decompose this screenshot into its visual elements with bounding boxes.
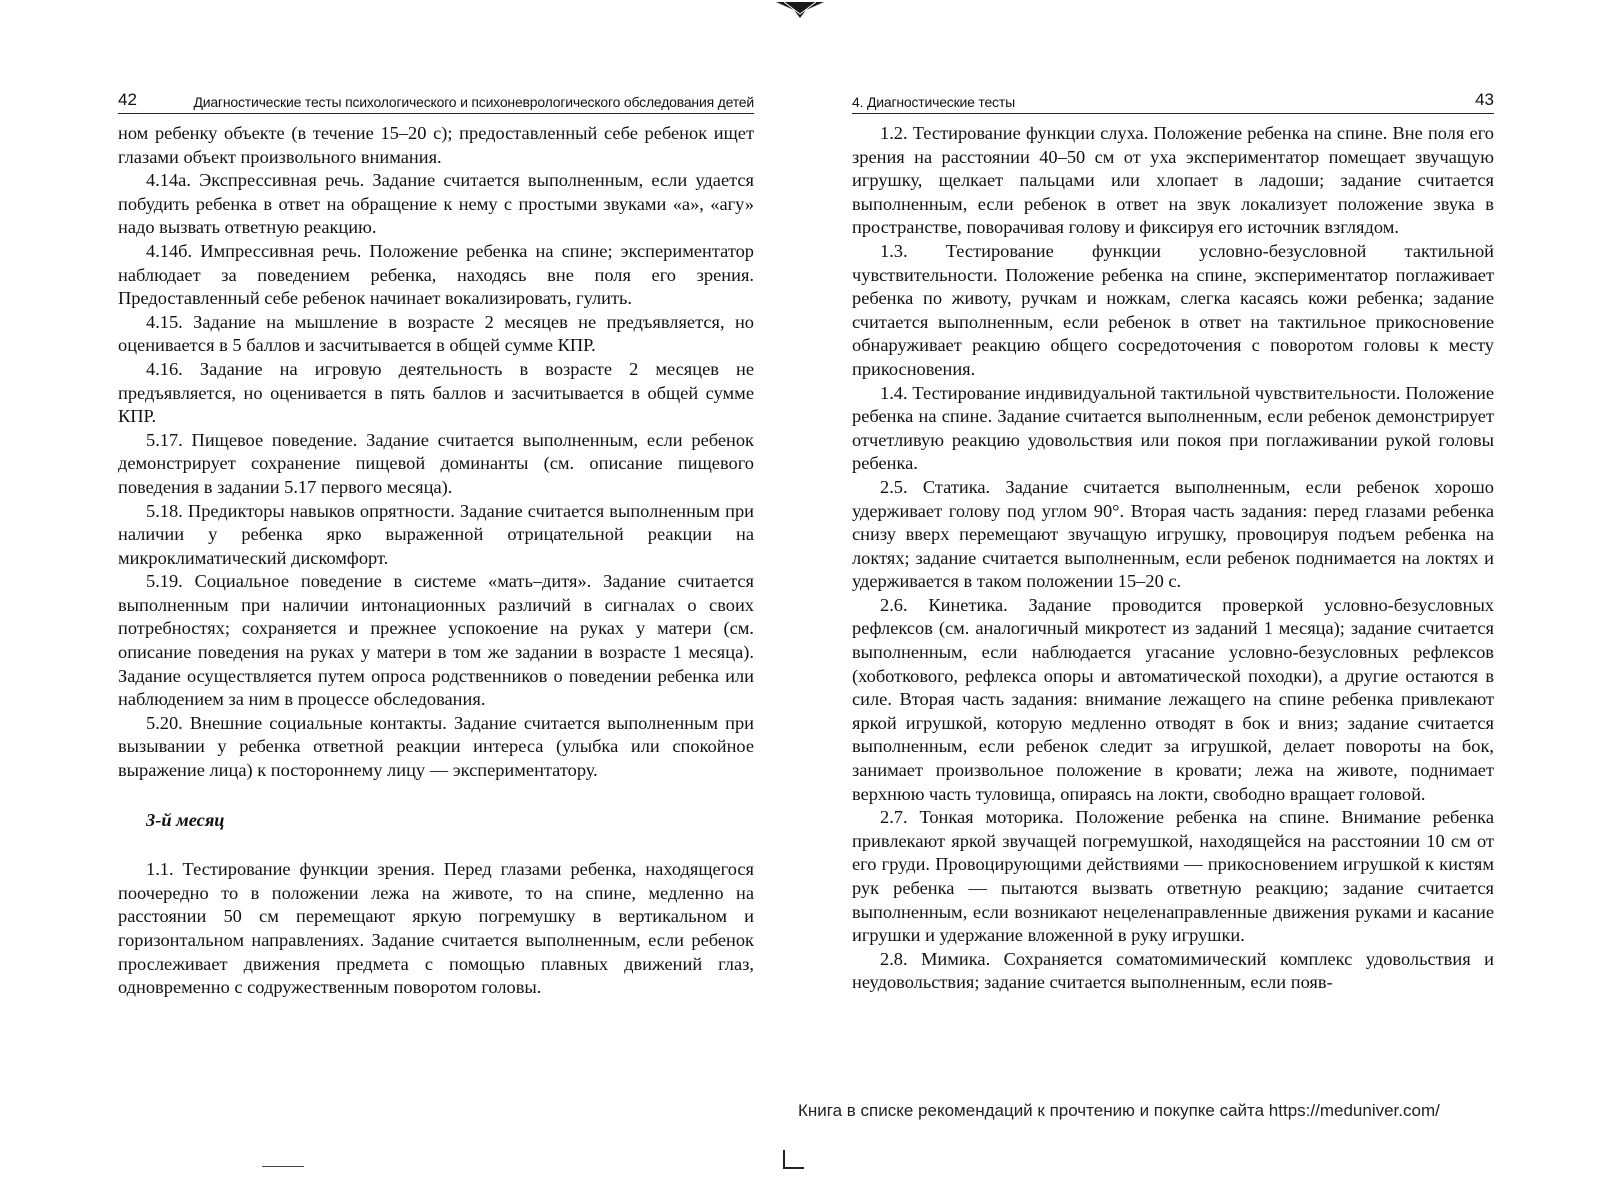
paragraph: 2.6. Кинетика. Задание проводится проверкой условно-безусловных рефлексов (см. аналогичный микротест из заданий 1 месяца); задание считается выполненным, если наблюдается угасание условно-безусловных рефлексов (хоботкового, рефлекса опоры и автоматической походки), а другие остаются в силе. Вторая часть задания: внимание лежащего на спине ребенка привлекают яркой игрушкой, которую медленно отводят в бок и вниз; задание считается выполненным, если ребенок следит за игрушкой, делает повороты на бок, занимает произвольное положение в кровати; лежа на животе, поднимает верхнюю часть туловища, опираясь на локти, свободно вращает головой.	[852, 594, 1494, 804]
right-running-title: 4. Диагностические тесты	[852, 94, 1015, 110]
paragraph: 5.19. Социальное поведение в системе «мать–дитя». Задание считается выполненным при наличии интонационных различий в сигналах о своих потребностях; сохраняется и прежнее успокоение на руках у матери (см. описание поведения на руках у матери в том же задании в возрасте 1 месяца). Задание осуществляется путем опроса родственников о поведении ребенка или наблюдением за ним в процессе обследования.	[118, 571, 754, 710]
website-note: Книга в списке рекомендаций к прочтению и покупке сайта https://meduniver.com/	[798, 1101, 1440, 1120]
right-page-body	[852, 122, 1494, 995]
paragraph: 4.14а. Экспрессивная речь. Задание считается выполненным, если удается побудить ребенка в ответ на обращение к нему с простыми звуками «а», «агу» надо вызвать ответную реакцию.	[118, 170, 754, 238]
paragraph: 1.1. Тестирование функции зрения. Перед глазами ребенка, находящегося поочередно то в положении лежа на животе, то на спине, медленно на расстоянии 50 см перемещают яркую погремушку в вертикальном и горизонтальном направлениях. Задание считается выполненным, если ребенок прослеживает движения предмета с помощью плавных движений глаз, одновременно с содружественным поворотом головы.	[118, 859, 754, 998]
paragraph: 2.8. Мимика. Сохраняется соматомимический комплекс удовольствия и неудовольствия; задание считается выполненным, если появ-	[852, 948, 1494, 993]
left-running-title: Диагностические тесты психологического и психоневрологического обследования детей	[193, 94, 754, 110]
paragraph: 4.16. Задание на игровую деятельность в возрасте 2 месяцев не предъявляется, но оценивается в пять баллов и засчитывается в общей сумме КПР.	[118, 358, 754, 427]
left-page-number: 42	[118, 90, 137, 109]
bottom-dash-divider	[262, 1166, 304, 1167]
paragraph: ном ребенку объекте (в течение 15–20 с); предоставленный себе ребенок ищет глазами объект произвольного внимания.	[118, 123, 754, 167]
paragraph: 1.3. Тестирование функции условно-безусловной тактильной чувствительности. Положение ребенка на спине, экспериментатор поглаживает ребенка по животу, ручкам и ножкам, слегка касаясь кожи ребенка; задание считается выполненным, если ребенок в ответ на тактильное прикосновение обнаруживает реакцию общего сосредоточения с поворотом головы к месту прикосновения.	[852, 240, 1494, 379]
paragraph: 5.20. Внешние социальные контакты. Задание считается выполненным при вызывании у ребенка ответной реакции интереса (улыбка или спокойное выражение лица) к постороннему лицу — экспериментатору.	[118, 712, 754, 781]
paragraph: 2.5. Статика. Задание считается выполненным, если ребенок хорошо удерживает голову под углом 90°. Вторая часть задания: перед глазами ребенка снизу вверх перемещают звучащую игрушку, провоцируя подъем ребенка на локтях; задание считается выполненным, если ребенок поднимается на локтях и удерживается в таком положении 15–20 с.	[852, 476, 1494, 592]
paragraph: 1.2. Тестирование функции слуха. Положение ребенка на спине. Вне поля его зрения на расстоянии 40–50 см от уха экспериментатор помещает звучащую игрушку, щелкает пальцами или хлопает в ладоши; задание считается выполненным, если ребенок в ответ на звук локализует положение звука в пространстве, поворачивая голову и фиксируя его источник взглядом.	[852, 123, 1494, 238]
paragraph: 5.18. Предикторы навыков опрятности. Задание считается выполненным при наличии у ребенка ярко выраженной отрицательной реакции на микроклиматический дискомфорт.	[118, 500, 754, 568]
paragraph: 1.4. Тестирование индивидуальной тактильной чувствительности. Положение ребенка на спине. Задание считается выполненным, если ребенок демонстрирует отчетливую реакцию удовольствия или покоя при поглаживании рукой головы ребенка.	[852, 382, 1494, 474]
top-ornament-icon	[776, 0, 824, 20]
right-page-number: 43	[1475, 90, 1494, 109]
left-page	[118, 86, 754, 1000]
paragraph: 2.7. Тонкая моторика. Положение ребенка на спине. Внимание ребенка привлекают яркой звучащей погремушкой, находящейся на расстоянии 10 см от его груди. Провоцирующими действиями — прикосновением игрушкой к кистям рук ребенка — пытаются вызвать ответную реакцию; задание считается выполненным, если возникают нецеленаправленные движения руками и касание игрушки и удержание вложенной в руку игрушки.	[852, 807, 1494, 946]
section-title: 3-й месяц	[146, 809, 225, 830]
spine-mark-icon	[780, 1150, 806, 1172]
left-page-body	[118, 122, 754, 1000]
paragraph: 4.14б. Импрессивная речь. Положение ребенка на спине; экспериментатор наблюдает за поведением ребенка, находясь вне поля его зрения. Предоставленный себе ребенок начинает вокализировать, гулить.	[118, 240, 754, 309]
left-running-head	[118, 86, 754, 114]
right-running-head	[852, 86, 1494, 114]
paragraph: 4.15. Задание на мышление в возрасте 2 месяцев не предъявляется, но оценивается в 5 баллов и засчитывается в общей сумме КПР.	[118, 311, 754, 356]
paragraph: 5.17. Пищевое поведение. Задание считается выполненным, если ребенок демонстрирует сохранение пищевой доминанты (см. описание пищевого поведения в задании 5.17 первого месяца).	[118, 429, 754, 497]
right-page	[852, 86, 1494, 995]
